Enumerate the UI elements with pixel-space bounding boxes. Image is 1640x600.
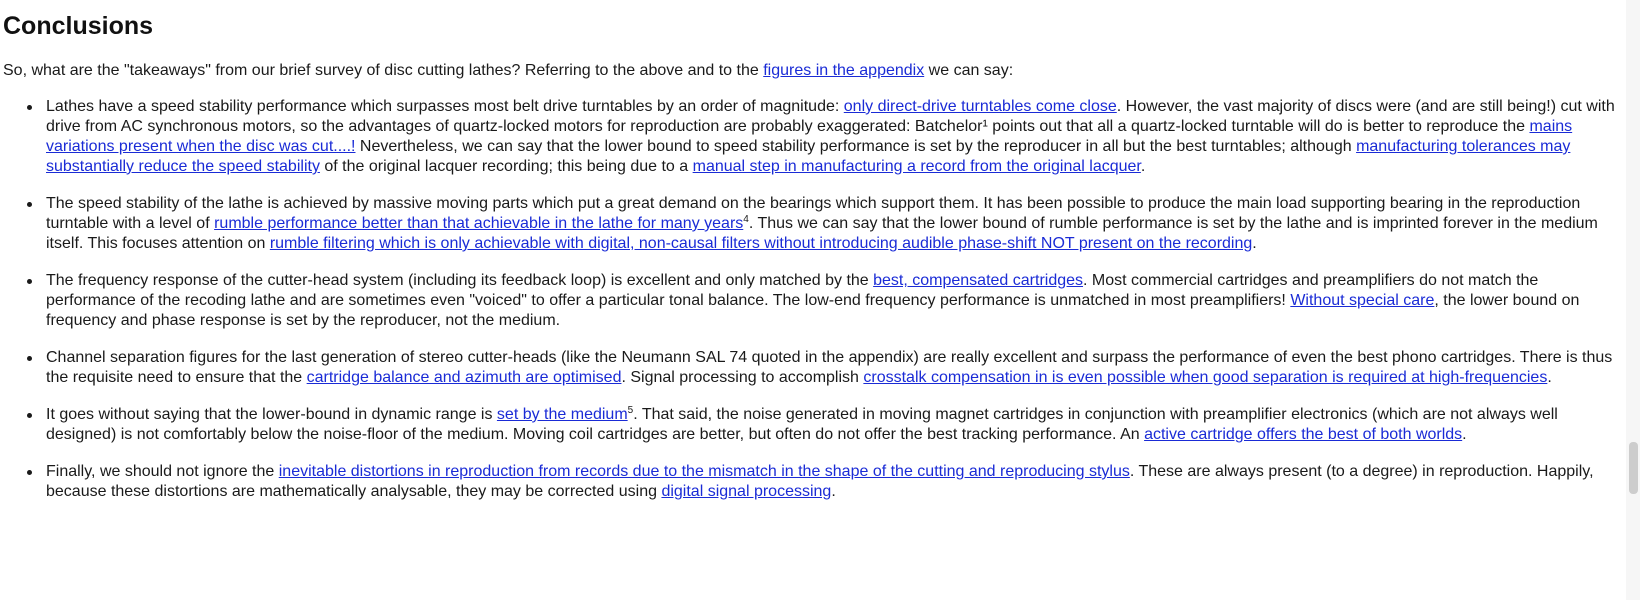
manual-step-link[interactable]: manual step in manufacturing a record from the original lacquer [692, 158, 1141, 175]
article-content [3, 0, 1618, 519]
intro-paragraph: So, what are the "takeaways" from our brief survey of disc cutting lathes? Referring to the above and to the figures in the appendix we can say: [3, 62, 1014, 79]
figures-appendix-link[interactable]: figures in the appendix [763, 62, 925, 79]
special-care-link[interactable]: Without special care [1290, 292, 1435, 309]
mains-variations-link[interactable]: mains variations present when the disc was cut....! [46, 118, 1573, 155]
manufacturing-tolerances-link[interactable]: manufacturing tolerances may substantially reduce the speed stability [46, 138, 1571, 175]
set-by-medium-link[interactable]: set by the medium [496, 406, 628, 423]
list-item: Channel separation figures for the last generation of stereo cutter-heads (like the Neumann SAL 74 quoted in the appendix) are really excellent and surpass the performance of even the best phono cartridges. There is thus the requisite need to ensure that the cartridge balance and azimuth are optimised. Signal processing to accomplish crosstalk compensation in is even possible when good separation is required at high-frequencies. [46, 348, 1618, 388]
list-item: Lathes have a speed stability performance which surpasses most belt drive turntables by an order of magnitude: only direct-drive turntables come close. However, the vast majority of discs were (and are still being!) cut with drive from AC synchronous motors, so the advantages of quartz-locked motors for reproduction are probably exaggerated: Batchelor¹ points out that all a quartz-locked turntable will do is better to reproduce the mains variations present when the disc was cut....! Nevertheless, we can say that the lower bound to speed stability performance is set by the reproducer in all but the best turntables; although manufacturing tolerances may substantially reduce the speed stability of the original lacquer recording; this being due to a manual step in manufacturing a record from the original lacquer. [46, 97, 1618, 177]
footnote-ref: 5 [627, 405, 634, 416]
vertical-scrollbar[interactable] [1626, 0, 1640, 600]
cartridge-balance-link[interactable]: cartridge balance and azimuth are optimised [306, 369, 622, 386]
list-item: The speed stability of the lathe is achieved by massive moving parts which put a great demand on the bearings which support them. It has been possible to produce the main load supporting bearing in the reproduction turntable with a level of rumble performance better than that achievable in the lathe for many years$^4$. Thus we can say that the lower bound of rumble performance is set by the lathe and is imprinted forever in the medium itself. This focuses attention on rumble filtering which is only achievable with digital, non-causal filters without introducing audible phase-shift NOT present on the recording. [46, 194, 1618, 254]
active-cartridge-link[interactable]: active cartridge offers the best of both worlds [1144, 426, 1463, 443]
compensated-cartridges-link[interactable]: best, compensated cartridges [873, 272, 1084, 289]
stylus-distortions-link[interactable]: inevitable distortions in reproduction from records due to the mismatch in the shape of the cutting and reproducing stylus [278, 463, 1130, 480]
crosstalk-compensation-link[interactable]: crosstalk compensation in is even possible when good separation is required at high-frequencies [863, 369, 1548, 386]
page-heading: Conclusions [3, 12, 154, 40]
list-item: It goes without saying that the lower-bound in dynamic range is set by the medium$^5$. That said, the noise generated in moving magnet cartridges in conjunction with preamplifier electronics (which are not always well designed) is not comfortably below the noise-floor of the medium. Moving coil cartridges are better, but often do not offer the best tracking performance. An active cartridge offers the best of both worlds. [46, 405, 1618, 445]
digital-signal-processing-link[interactable]: digital signal processing [661, 483, 832, 500]
rumble-filtering-link[interactable]: rumble filtering which is only achievable with digital, non-causal filters without introducing audible phase-shift NOT present on the recording [269, 235, 1253, 252]
footnote-ref: 4 [743, 214, 749, 225]
list-item: Finally, we should not ignore the inevitable distortions in reproduction from records due to the mismatch in the shape of the cutting and reproducing stylus. These are always present (to a degree) in reproduction. Happily, because these distortions are mathematically analysable, they may be corrected using digital signal processing. [46, 462, 1618, 502]
direct-drive-link[interactable]: only direct-drive turntables come close [843, 98, 1117, 115]
takeaways-list [3, 97, 1618, 502]
rumble-performance-link[interactable]: rumble performance better than that achievable in the lathe for many years [214, 215, 744, 232]
scrollbar-thumb[interactable] [1629, 442, 1638, 494]
list-item: The frequency response of the cutter-head system (including its feedback loop) is excellent and only matched by the best, compensated cartridges. Most commercial cartridges and preamplifiers do not match the performance of the recoding lathe and are sometimes even "voiced" to offer a particular tonal balance. The low-end frequency performance is unmatched in most preamplifiers! Without special care, the lower bound on frequency and phase response is set by the reproducer, not the medium. [46, 271, 1618, 331]
